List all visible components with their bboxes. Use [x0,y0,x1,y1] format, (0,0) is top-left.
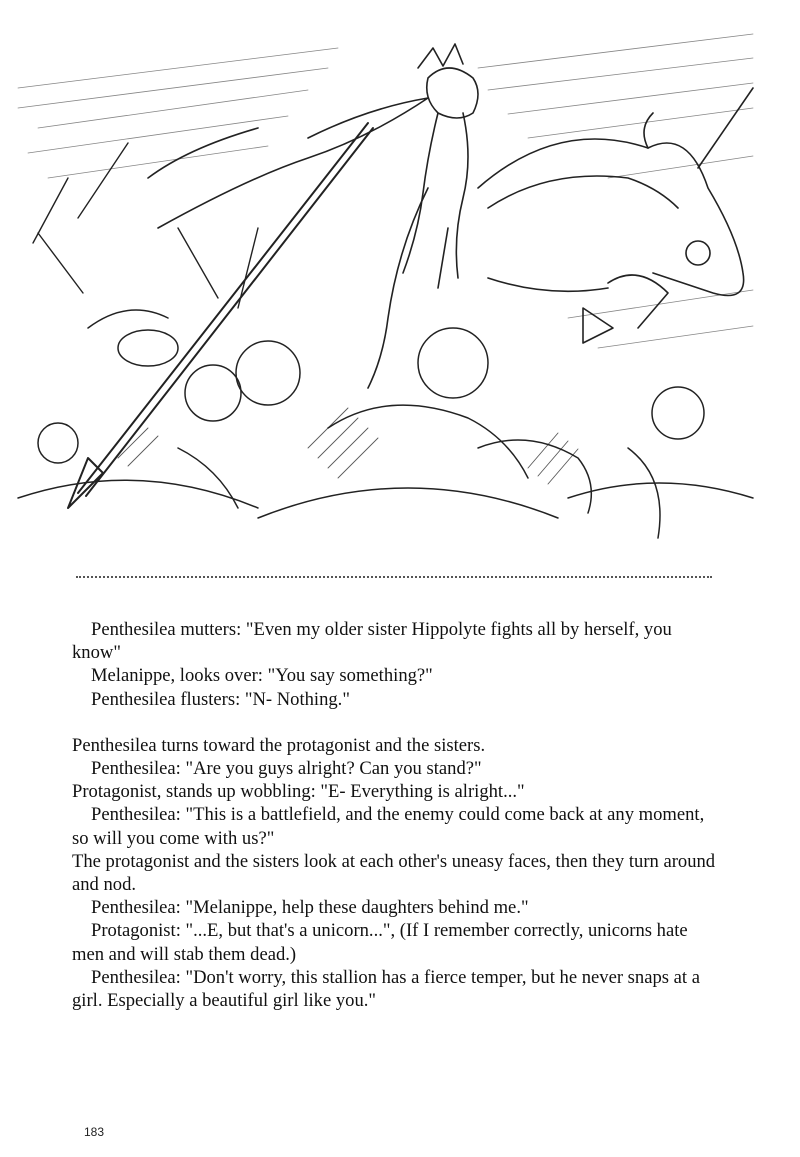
battle-sketch-illustration [8,28,756,558]
paragraph: Penthesilea: "This is a battlefield, and the enemy could come back at any moment, so will you come with us?" [72,804,705,849]
lance [68,123,373,508]
paragraph-gap [72,711,722,734]
background-hatching [18,34,753,348]
paragraph: Penthesilea flusters: "N- Nothing." [91,688,350,710]
shading-hatching [118,408,578,484]
paragraph: The protagonist and the sisters look at each other's uneasy faces, then they turn around and nod. [72,850,716,896]
rider-figure [148,44,478,388]
dotted-separator [76,576,712,578]
paragraph: Penthesilea mutters: "Even my older sister Hippolyte fights all by herself, you know" [72,619,672,664]
paragraph: Penthesilea: "Melanippe, help these daughters behind me." [91,897,529,919]
story-text [72,618,722,1012]
paragraph: Penthesilea: "Are you guys alright? Can you stand?" [91,758,482,780]
paragraph: Protagonist, stands up wobbling: "E- Everything is alright..." [72,781,525,803]
paragraph: Penthesilea: "Don't worry, this stallion has a fierce temper, but he never snaps at a girl. Especially a beautiful girl like you." [72,966,700,1012]
page-number: 183 [84,1125,105,1139]
paragraph: Protagonist: "...E, but that's a unicorn...", (If I remember correctly, unicorns hate men and will stab them dead.) [72,920,688,965]
paragraph: Melanippe, looks over: "You say something?" [91,665,433,687]
paragraph: Penthesilea turns toward the protagonist and the sisters. [72,734,486,756]
soldier-helmets [18,310,753,538]
arrows [33,143,258,308]
